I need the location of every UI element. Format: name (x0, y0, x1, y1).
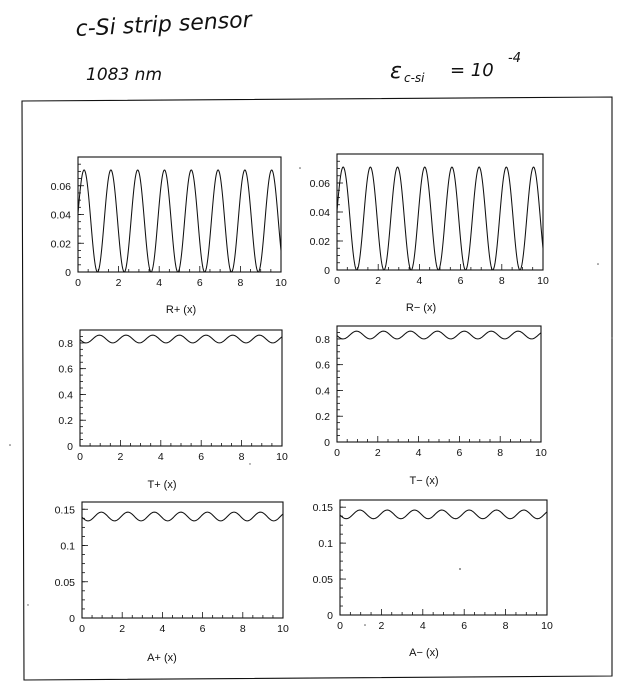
x-tick-label: 4 (156, 277, 163, 289)
panel-a-plus (55, 502, 289, 664)
x-tick-label: 6 (461, 620, 468, 632)
x-axis-label: R− (x) (405, 302, 437, 314)
x-tick-label: 8 (498, 275, 505, 287)
y-tick-label: 0.04 (309, 207, 330, 219)
y-tick-label: 0.05 (312, 574, 333, 587)
plot-frame (337, 326, 541, 442)
plot-frame (80, 330, 282, 446)
x-tick-label: 0 (79, 623, 85, 635)
series-line (337, 167, 543, 270)
x-tick-label: 0 (334, 275, 340, 287)
x-tick-label: 10 (276, 451, 288, 463)
y-tick-label: 0 (69, 613, 75, 625)
epsilon-symbol: ε (390, 59, 402, 84)
y-tick-label: 0.6 (58, 363, 73, 376)
y-tick-label: 0.02 (309, 236, 330, 248)
y-tick-label: 0.15 (54, 504, 75, 517)
x-tick-label: 2 (119, 623, 126, 635)
y-tick-label: 0.8 (315, 333, 330, 346)
x-tick-label: 4 (419, 620, 426, 632)
y-tick-label: 0 (324, 265, 330, 277)
x-axis-label: R+ (x) (165, 304, 197, 316)
x-tick-label: 6 (196, 277, 203, 289)
x-tick-label: 6 (199, 623, 206, 635)
figure-title: c-Si strip sensor (75, 7, 253, 42)
epsilon-subscript: c-si (404, 71, 425, 85)
x-tick-label: 4 (416, 275, 423, 287)
panel-r-plus (51, 157, 287, 316)
x-tick-label: 0 (337, 620, 343, 632)
y-tick-label: 0 (67, 441, 73, 453)
plot-frame (82, 502, 283, 618)
y-tick-label: 0.04 (50, 209, 71, 222)
y-tick-label: 0.05 (54, 576, 75, 589)
x-tick-label: 10 (541, 620, 553, 632)
series-line (78, 170, 281, 272)
epsilon-annotation (390, 51, 521, 85)
x-tick-label: 10 (275, 277, 287, 289)
y-tick-label: 0.1 (60, 540, 75, 553)
y-tick-label: 0 (324, 437, 330, 449)
y-tick-label: 0.4 (58, 389, 73, 402)
x-tick-label: 2 (374, 447, 381, 459)
x-tick-label: 8 (502, 620, 509, 632)
x-tick-label: 10 (537, 275, 549, 287)
epsilon-equals: = 10 (450, 60, 494, 81)
panel-a-minus (313, 500, 553, 659)
y-tick-label: 0.02 (50, 238, 71, 251)
x-tick-label: 0 (77, 451, 83, 463)
x-tick-label: 8 (239, 623, 246, 635)
x-tick-label: 2 (117, 451, 124, 463)
y-tick-label: 0.4 (315, 385, 330, 398)
x-tick-label: 2 (378, 620, 385, 632)
plot-frame (340, 500, 547, 615)
panel-t-plus (58, 330, 288, 491)
x-tick-label: 8 (237, 277, 244, 289)
x-tick-label: 4 (159, 623, 166, 635)
y-tick-label: 0.2 (58, 415, 73, 428)
series-line (80, 335, 282, 343)
epsilon-exponent: -4 (508, 51, 521, 66)
x-tick-label: 4 (157, 451, 164, 463)
y-tick-label: 0.2 (315, 411, 330, 424)
x-tick-label: 8 (497, 447, 504, 459)
x-tick-label: 10 (535, 447, 547, 459)
panel-t-minus (315, 326, 547, 487)
panel-r-minus (310, 154, 549, 314)
wavelength-label: 1083 nm (86, 65, 163, 85)
x-tick-label: 4 (415, 447, 422, 459)
x-tick-label: 8 (238, 451, 245, 463)
x-axis-label: A+ (x) (147, 652, 177, 664)
x-tick-label: 6 (457, 275, 464, 287)
series-line (340, 510, 547, 519)
y-tick-label: 0.06 (50, 180, 71, 193)
y-tick-label: 0.8 (58, 337, 73, 350)
y-tick-label: 0.6 (315, 359, 330, 372)
x-axis-label: A− (x) (409, 647, 439, 659)
x-tick-label: 10 (277, 623, 289, 635)
y-tick-label: 0 (65, 267, 71, 279)
x-axis-label: T+ (x) (147, 479, 177, 491)
series-line (82, 512, 283, 521)
x-tick-label: 0 (75, 277, 81, 289)
y-tick-label: 0.06 (309, 178, 330, 190)
x-tick-label: 6 (456, 447, 463, 459)
y-tick-label: 0 (327, 610, 333, 622)
y-tick-label: 0.1 (318, 538, 333, 551)
x-tick-label: 2 (115, 277, 122, 289)
x-tick-label: 6 (198, 451, 205, 463)
y-tick-label: 0.15 (312, 502, 333, 515)
x-tick-label: 2 (375, 275, 382, 287)
x-tick-label: 0 (334, 447, 340, 459)
series-line (337, 331, 541, 339)
x-axis-label: T− (x) (409, 475, 439, 487)
